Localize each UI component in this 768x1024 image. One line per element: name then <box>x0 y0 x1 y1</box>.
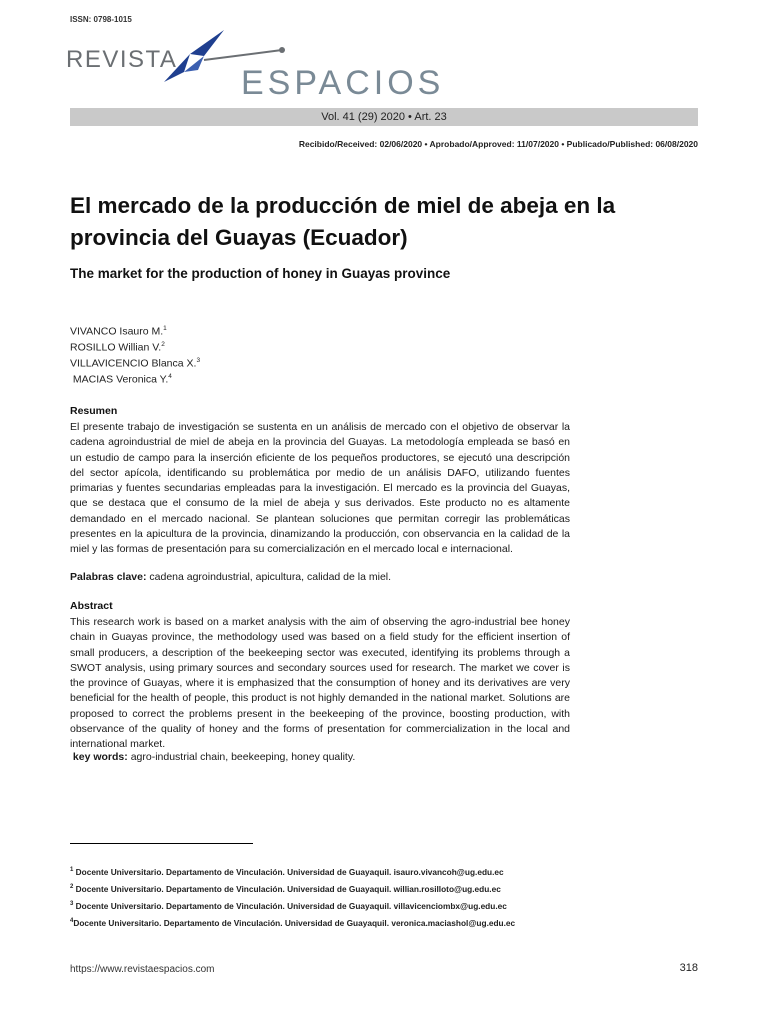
author-2: ROSILLO Willian V.$^2$ <box>70 341 165 354</box>
issn-label: ISSN: 0798-1015 <box>70 15 132 24</box>
abstract-heading: Abstract <box>70 600 113 612</box>
logo-espacios-text: ESPACIOS <box>241 64 445 102</box>
author-4: MACIAS Veronica Y.$^4$ <box>70 373 172 386</box>
footnote-2: $^2$ Docente Universitario. Departamento de Vinculación. Universidad de Guayaquil. willian.rosilloto@ug.edu.ec <box>70 884 501 894</box>
footnote-4: $^4$Docente Universitario. Departamento de Vinculación. Universidad de Guayaquil. veronica.maciashol@ug.edu.ec <box>70 918 516 928</box>
footer-url-link[interactable]: https://www.revistaespacios.com <box>70 964 215 975</box>
author-3: VILLAVICENCIO Blanca X.$^3$ <box>70 357 201 370</box>
article-subtitle: The market for the production of honey in Guayas province <box>70 266 451 281</box>
article-title: El mercado de la producción de miel de abeja en la provincia del Guayas (Ecuador) <box>70 193 616 250</box>
page-number: 318 <box>679 962 698 974</box>
logo-revista-text: REVISTA <box>66 46 178 73</box>
resumen-keywords: Palabras clave: cadena agroindustrial, apicultura, calidad de la miel. <box>70 571 392 583</box>
abstract-keywords: key words: agro-industrial chain, beekeeping, honey quality. <box>70 751 356 763</box>
resumen-heading: Resumen <box>70 405 118 417</box>
footnote-1: $^1$ Docente Universitario. Departamento de Vinculación. Universidad de Guayaquil. isauro.vivancoh@ug.edu.ec <box>70 867 504 877</box>
abstract-body: This research work is based on a market analysis with the aim of observing the agro-industrial bee honey chain in Guayas province, the methodology used was based on a field study for the efficient insertion of small producers, a description of the beekeeping sector was executed, identifying its problems through a SWOT analysis, using primary sources and secondary sources used for research. The market we cover is the province of Guayas, where it is emphasized that the consumption of honey and its derivatives are very beneficial for the health of people, this product is not highly demanded in the national market. Solutions are proposed to correct the problems present in the beekeeping of the province, boosting production, with observance of the quality of honey and the forms of presentation for commercialization in the local and international market. <box>70 616 570 751</box>
journal-logo <box>66 26 446 104</box>
footnote-3: $^3$ Docente Universitario. Departamento de Vinculación. Universidad de Guayaquil. villavicenciombx@ug.edu.ec <box>70 901 507 911</box>
publication-dates: Recibido/Received: 02/06/2020 • Aprobado/Approved: 11/07/2020 • Publicado/Published: 06/08/2020 <box>298 139 698 149</box>
resumen-body: El presente trabajo de investigación se sustenta en un análisis de mercado con el objetivo de observar la cadena agroindustrial de miel de abeja en la provincia del Guayas. La metodología empleada se basó en un estudio de campo para la inserción eficiente de los pequeños productores, se ejecutó una descripción del sector apícola, identificando su problemática por medio de un análisis DAFO, utilizando fuentes primarias y fuentes secundarias empleadas para la investigación. El mercado es la provincia del Guayas, que se destaca que el consumo de la miel de abeja y sus derivados. Este producto no es altamente demandado en el mercado nacional. Se plantean soluciones que permitan corregir las problemáticas presentes en la apicultura de la provincia, dinamizando la producción, con observancia en la calidad de la miel y las formas de presentación para su comercialización en el mercado local e internacional. <box>70 421 570 556</box>
volume-bar: Vol. 41 (29) 2020 • Art. 23 <box>70 108 698 126</box>
footnote-divider <box>70 843 253 844</box>
author-1: VIVANCO Isauro M.$^1$ <box>70 325 167 338</box>
